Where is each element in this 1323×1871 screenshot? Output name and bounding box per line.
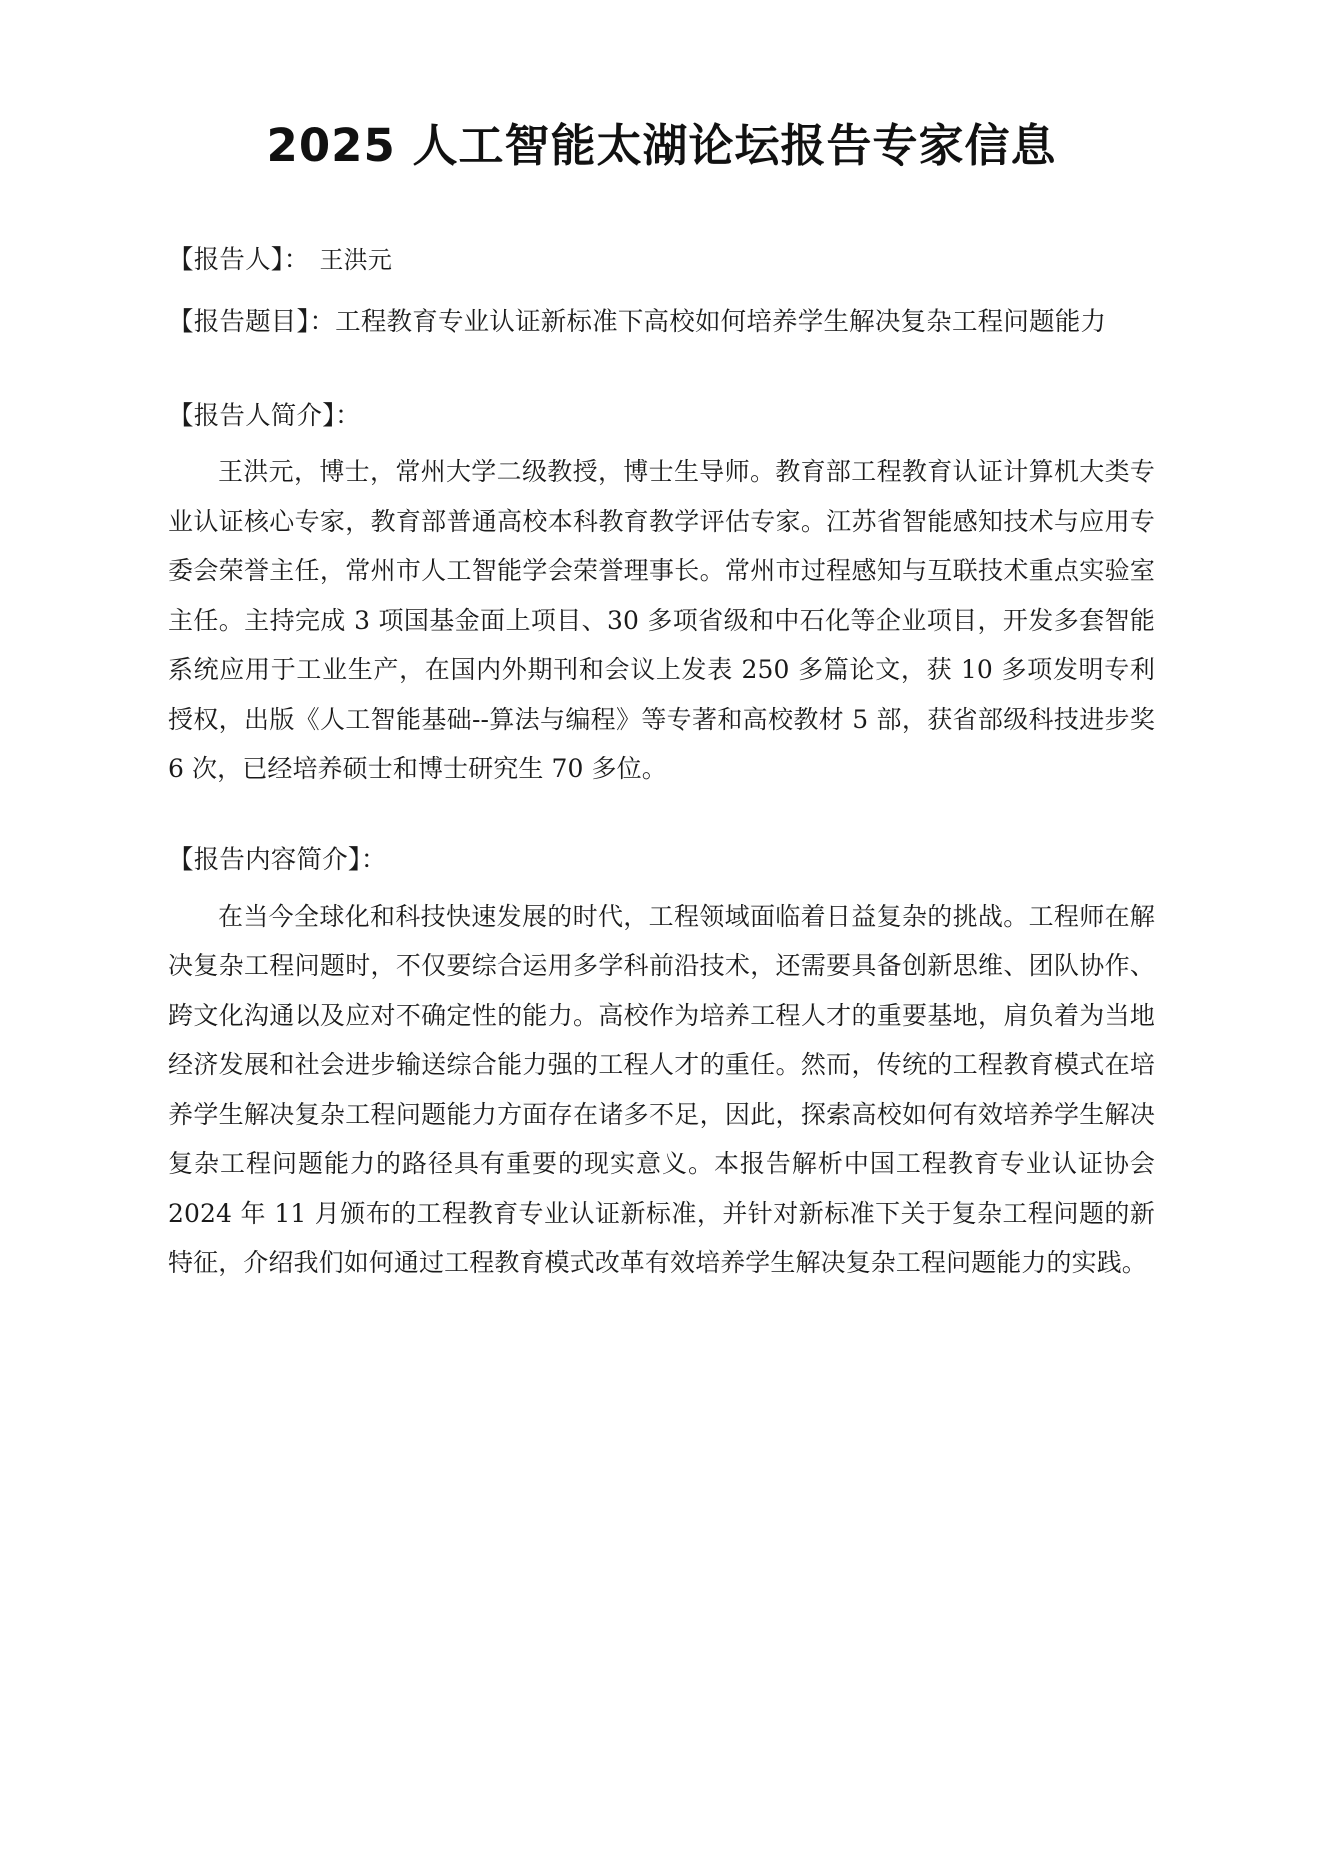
- speaker-value: 王洪元: [319, 246, 393, 275]
- speaker-field: [168, 236, 1155, 286]
- topic-field: [168, 298, 1155, 348]
- abstract-paragraph: 在当今全球化和科技快速发展的时代，工程领域面临着日益复杂的挑战。工程师在解决复杂工程问题时，不仅要综合运用多学科前沿技术，还需要具备创新思维、团队协作、跨文化沟通以及应对不确定性的能力。高校作为培养工程人才的重要基地，肩负着为当地经济发展和社会进步输送综合能力强的工程人才的重任。然而，传统的工程教育模式在培养学生解决复杂工程问题能力方面存在诸多不足，因此，探索高校如何有效培养学生解决复杂工程问题能力的路径具有重要的现实意义。本报告解析中国工程教育专业认证协会 2024 年 11 月颁布的工程教育专业认证新标准，并针对新标准下关于复杂工程问题的新特征，介绍我们如何通过工程教育模式改革有效培养学生解决复杂工程问题能力的实践。: [168, 901, 1155, 1278]
- bio-paragraph: 王洪元，博士，常州大学二级教授，博士生导师。教育部工程教育认证计算机大类专业认证核心专家，教育部普通高校本科教育教学评估专家。江苏省智能感知技术与应用专委会荣誉主任，常州市人工智能学会荣誉理事长。常州市过程感知与互联技术重点实验室主任。主持完成 3 项国基金面上项目、30 多项省级和中石化等企业项目，开发多套智能系统应用于工业生产，在国内外期刊和会议上发表 250 多篇论文，获 10 多项发明专利授权，出版《人工智能基础--算法与编程》等专著和高校教材 5 部，获省部级科技进步奖 6 次，已经培养硕士和博士研究生 70 多位。: [168, 457, 1155, 784]
- spacer: [168, 804, 1155, 818]
- abstract-heading: 【报告内容简介】：: [168, 844, 387, 875]
- page-title: 2025 人工智能太湖论坛报告专家信息: [266, 119, 1057, 172]
- bio-heading: 【报告人简介】：: [168, 400, 361, 431]
- topic-label: 【报告题目】：: [168, 306, 336, 337]
- topic-value: 工程教育专业认证新标准下高校如何培养学生解决复杂工程问题能力: [335, 306, 1107, 337]
- spacer: [168, 360, 1155, 374]
- speaker-label: 【报告人】：: [168, 245, 310, 276]
